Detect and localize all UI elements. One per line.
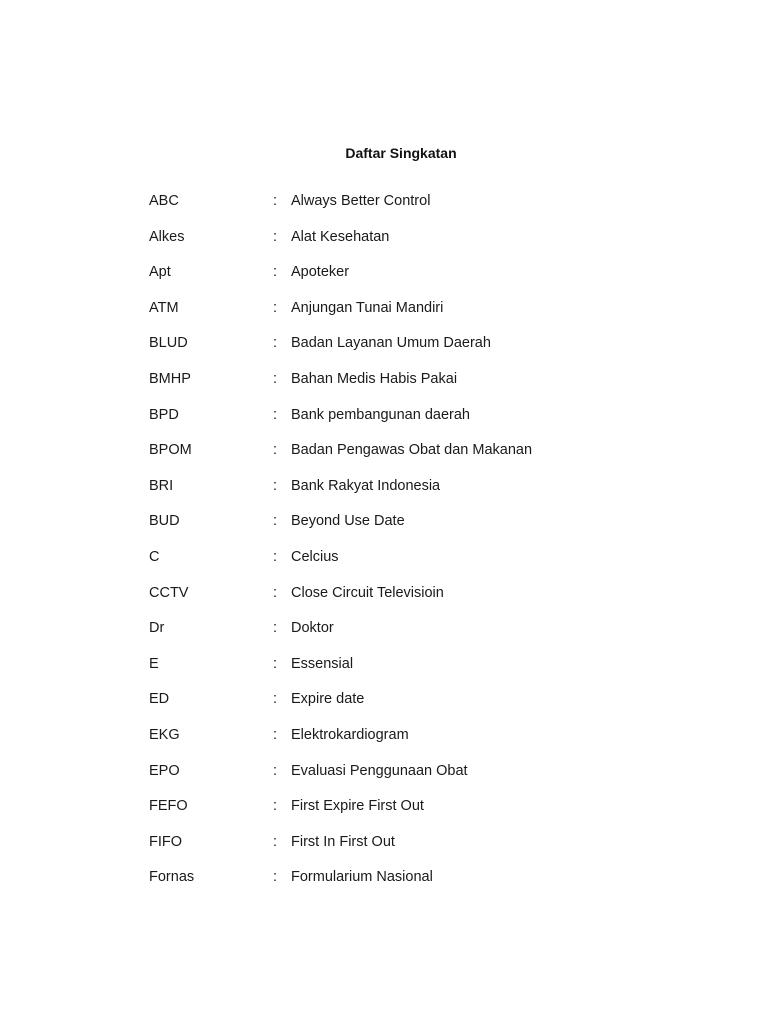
abbreviation-row bbox=[149, 404, 609, 440]
abbreviation-term: CCTV bbox=[149, 584, 189, 601]
abbreviation-definition: First In First Out bbox=[291, 833, 395, 850]
abbreviation-row bbox=[149, 831, 609, 867]
abbreviation-row bbox=[149, 582, 609, 618]
separator-colon: : bbox=[273, 798, 278, 815]
abbreviation-row bbox=[149, 688, 609, 724]
abbreviation-definition: Elektrokardiogram bbox=[291, 726, 409, 743]
separator-colon: : bbox=[273, 726, 278, 743]
separator-colon: : bbox=[273, 299, 278, 316]
abbreviation-definition: Badan Layanan Umum Daerah bbox=[291, 335, 491, 352]
separator-colon: : bbox=[273, 264, 278, 281]
separator-colon: : bbox=[273, 584, 278, 601]
abbreviation-term: Apt bbox=[149, 264, 171, 281]
separator-colon: : bbox=[273, 335, 278, 352]
abbreviation-row bbox=[149, 546, 609, 582]
abbreviation-term: ATM bbox=[149, 299, 179, 316]
page-title: Daftar Singkatan bbox=[345, 145, 457, 161]
separator-colon: : bbox=[273, 406, 278, 423]
abbreviation-row bbox=[149, 724, 609, 760]
abbreviation-term: ED bbox=[149, 691, 170, 708]
separator-colon: : bbox=[273, 477, 278, 494]
abbreviation-row bbox=[149, 617, 609, 653]
abbreviation-row bbox=[149, 866, 609, 902]
separator-colon: : bbox=[273, 442, 278, 459]
abbreviation-term: FEFO bbox=[149, 798, 188, 815]
abbreviation-term: BPOM bbox=[149, 442, 192, 459]
abbreviation-term: Dr bbox=[149, 620, 165, 637]
abbreviation-term: Fornas bbox=[149, 869, 195, 886]
abbreviation-list bbox=[149, 190, 609, 902]
abbreviation-definition: Alat Kesehatan bbox=[291, 228, 390, 245]
separator-colon: : bbox=[273, 513, 278, 530]
abbreviation-term: BPD bbox=[149, 406, 179, 423]
abbreviation-definition: Bank pembangunan daerah bbox=[291, 406, 470, 423]
abbreviation-row bbox=[149, 475, 609, 511]
abbreviation-term: ABC bbox=[149, 193, 179, 209]
abbreviation-definition: First Expire First Out bbox=[291, 798, 424, 815]
abbreviation-definition: Essensial bbox=[291, 655, 354, 672]
abbreviation-row bbox=[149, 653, 609, 689]
abbreviation-row bbox=[149, 332, 609, 368]
abbreviation-definition: Bank Rakyat Indonesia bbox=[291, 477, 441, 494]
abbreviation-definition: Formularium Nasional bbox=[291, 869, 433, 886]
abbreviation-definition: Celcius bbox=[291, 548, 339, 565]
separator-colon: : bbox=[273, 620, 278, 637]
abbreviation-definition: Apoteker bbox=[291, 264, 350, 281]
abbreviation-term: FIFO bbox=[149, 833, 183, 850]
abbreviation-term: EKG bbox=[149, 726, 180, 743]
abbreviation-definition: Bahan Medis Habis Pakai bbox=[291, 370, 458, 387]
abbreviation-term: E bbox=[149, 655, 159, 672]
abbreviation-term: BLUD bbox=[149, 335, 188, 352]
abbreviation-row bbox=[149, 368, 609, 404]
abbreviation-row bbox=[149, 795, 609, 831]
abbreviation-definition: Badan Pengawas Obat dan Makanan bbox=[291, 442, 533, 459]
abbreviation-definition: Close Circuit Televisioin bbox=[291, 584, 444, 601]
separator-colon: : bbox=[273, 193, 278, 209]
abbreviation-row bbox=[149, 261, 609, 297]
abbreviation-row bbox=[149, 439, 609, 475]
abbreviation-row bbox=[149, 760, 609, 796]
abbreviation-row bbox=[149, 190, 609, 226]
separator-colon: : bbox=[273, 833, 278, 850]
abbreviation-term: C bbox=[149, 548, 160, 565]
abbreviation-term: BRI bbox=[149, 477, 174, 494]
abbreviation-definition: Evaluasi Penggunaan Obat bbox=[291, 762, 468, 779]
abbreviation-definition: Expire date bbox=[291, 691, 365, 708]
abbreviation-term: BUD bbox=[149, 513, 180, 530]
separator-colon: : bbox=[273, 228, 278, 245]
abbreviation-definition: Always Better Control bbox=[291, 193, 431, 209]
abbreviation-definition: Doktor bbox=[291, 620, 334, 637]
abbreviation-term: EPO bbox=[149, 762, 180, 779]
abbreviation-definition: Anjungan Tunai Mandiri bbox=[291, 299, 444, 316]
abbreviation-term: BMHP bbox=[149, 370, 191, 387]
abbreviation-row bbox=[149, 226, 609, 262]
abbreviation-definition: Beyond Use Date bbox=[291, 513, 405, 530]
separator-colon: : bbox=[273, 655, 278, 672]
abbreviation-row bbox=[149, 510, 609, 546]
separator-colon: : bbox=[273, 370, 278, 387]
separator-colon: : bbox=[273, 691, 278, 708]
separator-colon: : bbox=[273, 548, 278, 565]
abbreviation-term: Alkes bbox=[149, 228, 185, 245]
abbreviation-row bbox=[149, 297, 609, 333]
separator-colon: : bbox=[273, 762, 278, 779]
separator-colon: : bbox=[273, 869, 278, 886]
